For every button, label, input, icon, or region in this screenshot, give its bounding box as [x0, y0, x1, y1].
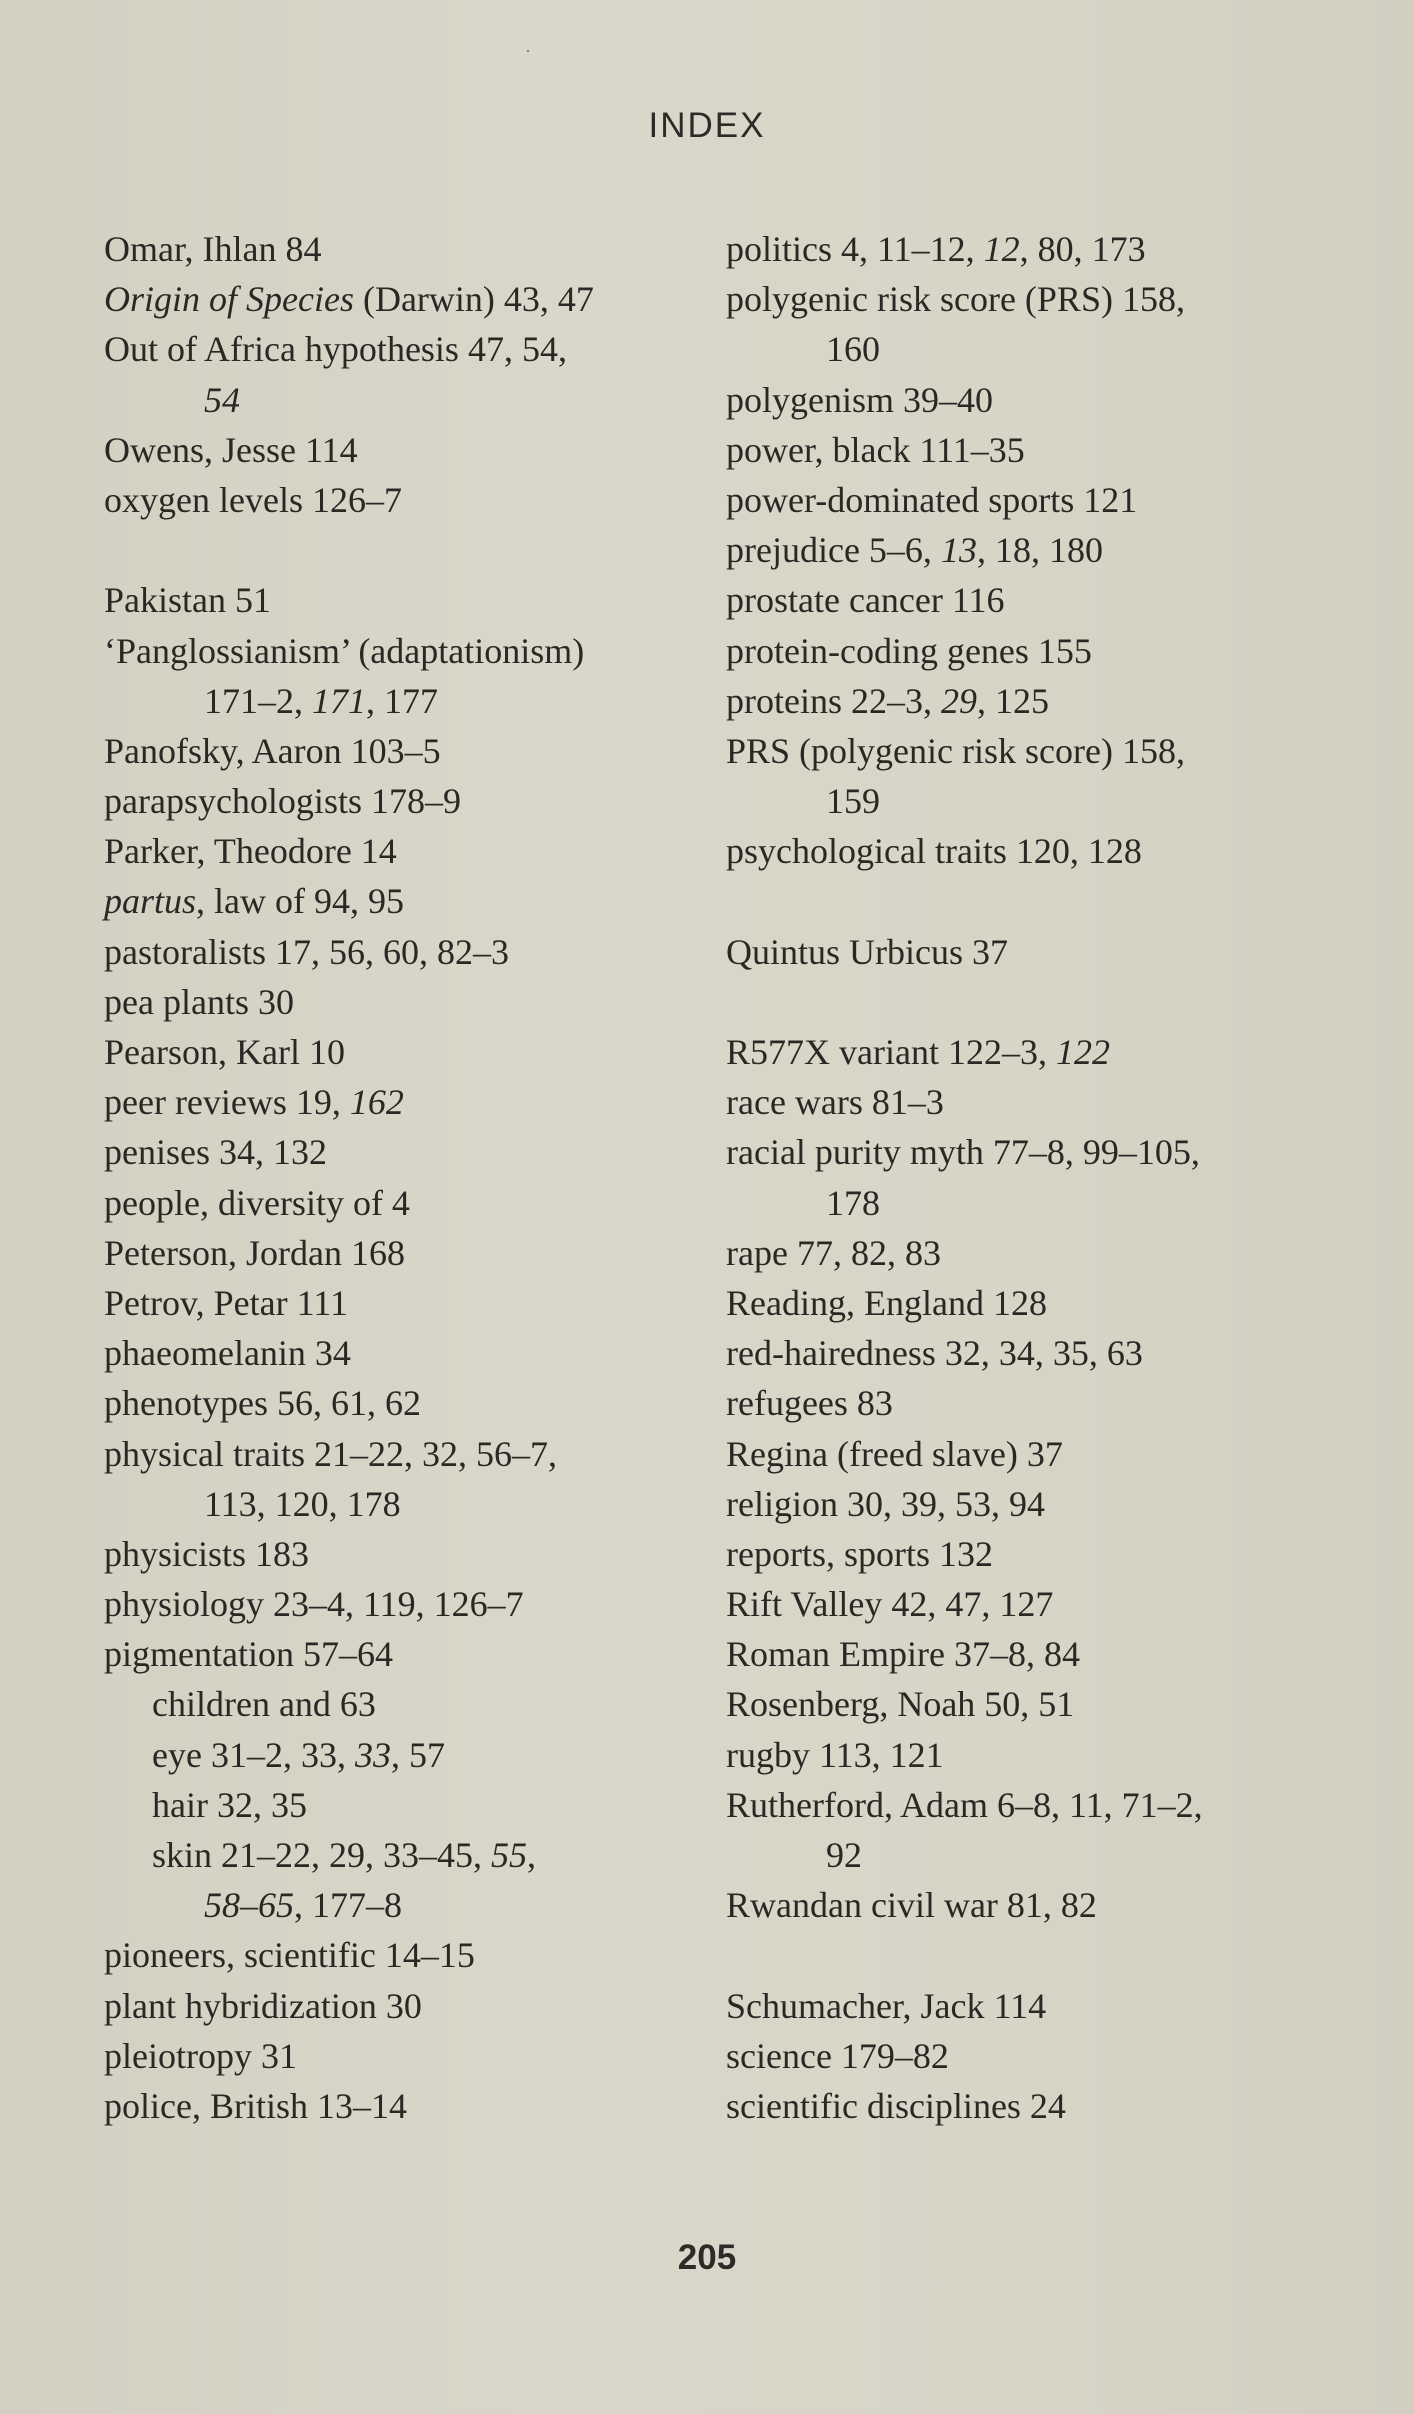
index-entry-text: Out of Africa hypothesis 47, 54, — [104, 329, 567, 370]
index-entry-text: psychological traits 120, 128 — [726, 831, 1142, 872]
index-entry-italic-text: 54 — [204, 379, 240, 420]
index-entry-text: Parker, Theodore 14 — [104, 831, 397, 872]
index-entry — [104, 1629, 704, 1679]
index-entry-text: parapsychologists 178–9 — [104, 781, 461, 822]
index-entry-text: , — [527, 1835, 537, 1875]
paper-speck — [527, 50, 529, 52]
index-entry-text: peer reviews 19, — [104, 1082, 350, 1123]
index-entry — [726, 2031, 1346, 2081]
index-entry — [104, 977, 704, 1027]
index-entry-text: pastoralists 17, 56, 60, 82–3 — [104, 931, 509, 972]
index-entry-italic-text: 162 — [349, 1082, 404, 1123]
index-entry — [104, 324, 704, 374]
index-entry-text: 92 — [826, 1835, 862, 1875]
index-entry-text: people, diversity of 4 — [104, 1182, 410, 1223]
index-entry-text: , 57 — [390, 1734, 445, 1775]
index-subentry — [104, 1679, 704, 1729]
index-entry-text: , 18, 180 — [976, 530, 1103, 571]
index-entry-text: refugees 83 — [726, 1383, 893, 1424]
index-entry — [726, 1077, 1346, 1127]
index-entry — [726, 1328, 1346, 1378]
index-entry-continuation — [726, 1830, 1346, 1880]
index-entry — [104, 1378, 704, 1428]
index-entry — [726, 826, 1346, 876]
index-entry — [104, 1027, 704, 1077]
index-entry-text: pioneers, scientific 14–15 — [104, 1935, 475, 1976]
index-entry-italic-text: 33 — [354, 1734, 391, 1775]
index-entry-text: race wars 81–3 — [726, 1082, 944, 1123]
index-entry — [104, 1178, 704, 1228]
index-entry — [104, 2031, 704, 2081]
index-entry-text: polygenic risk score (PRS) 158, — [726, 279, 1185, 320]
index-entry — [104, 726, 704, 776]
index-entry-text: Reading, England 128 — [726, 1282, 1047, 1323]
index-entry-continuation — [726, 324, 1346, 374]
index-entry — [726, 1880, 1346, 1930]
index-entry-text: 178 — [826, 1182, 880, 1223]
index-entry-text: Schumacher, Jack 114 — [726, 1985, 1047, 2026]
index-entry — [726, 1730, 1346, 1780]
index-entry-text: Rwandan civil war 81, 82 — [726, 1885, 1097, 1926]
index-entry — [726, 1127, 1346, 1177]
index-entry-text: power-dominated sports 121 — [726, 479, 1138, 520]
index-entry-text: prostate cancer 116 — [726, 580, 1005, 621]
index-entry — [726, 1579, 1346, 1629]
index-entry-text: PRS (polygenic risk score) 158, — [726, 730, 1185, 771]
index-entry-text: 159 — [826, 781, 880, 822]
index-entry — [104, 1981, 704, 2031]
index-entry-continuation — [726, 776, 1346, 826]
index-entry-text: , 177–8 — [294, 1885, 402, 1926]
index-entry-text: science 179–82 — [726, 2035, 949, 2076]
index-entry-text: plant hybridization 30 — [104, 1985, 422, 2026]
index-entry — [726, 224, 1346, 274]
index-entry-continuation — [104, 375, 704, 425]
index-entry — [104, 876, 704, 926]
index-entry-text: Omar, Ihlan 84 — [104, 229, 322, 269]
index-entry — [726, 1378, 1346, 1428]
index-entry-text: , law of 94, 95 — [196, 881, 404, 922]
index-entry — [104, 1579, 704, 1629]
index-column-right — [726, 224, 1346, 2131]
index-entry-text: Panofsky, Aaron 103–5 — [104, 730, 441, 771]
index-entry-text: ‘Panglossianism’ (adaptationism) — [104, 630, 585, 671]
index-entry — [104, 1429, 704, 1479]
index-entry-text: physical traits 21–22, 32, 56–7, — [104, 1433, 557, 1474]
index-entry-text: children and 63 — [152, 1684, 376, 1725]
index-entry-text: religion 30, 39, 53, 94 — [726, 1483, 1045, 1524]
index-entry-text: scientific disciplines 24 — [726, 2085, 1066, 2126]
index-subentry — [104, 1780, 704, 1830]
index-entry-text: 171–2, — [204, 680, 312, 721]
index-entry-text: Pearson, Karl 10 — [104, 1032, 345, 1072]
index-entry — [726, 1629, 1346, 1679]
index-entry — [726, 626, 1346, 676]
index-entry — [726, 1278, 1346, 1328]
index-entry-italic-text: 171 — [312, 680, 366, 721]
index-entry — [726, 425, 1346, 475]
index-entry — [104, 1930, 704, 1980]
index-entry-text: skin 21–22, 29, 33–45, — [152, 1835, 492, 1875]
index-entry-text: penises 34, 132 — [104, 1132, 327, 1173]
index-entry-text: , 177 — [366, 680, 438, 721]
index-entry — [104, 475, 704, 525]
index-entry — [104, 776, 704, 826]
index-entry-continuation — [104, 1880, 704, 1930]
index-entry-text: prejudice 5–6, — [726, 530, 941, 571]
index-entry — [726, 1228, 1346, 1278]
index-entry — [104, 1228, 704, 1278]
index-entry-text: Roman Empire 37–8, 84 — [726, 1634, 1080, 1675]
index-entry — [104, 575, 704, 625]
index-entry — [726, 525, 1346, 575]
index-entry — [104, 425, 704, 475]
index-entry — [104, 826, 704, 876]
index-entry-text: Petrov, Petar 111 — [104, 1282, 348, 1323]
index-subentry — [104, 1730, 704, 1780]
index-entry-text: rape 77, 82, 83 — [726, 1232, 941, 1273]
index-entry-text: R577X variant 122–3, — [726, 1032, 1056, 1072]
index-subentry — [104, 1830, 704, 1880]
index-column-left — [104, 224, 704, 2131]
index-entry-text: eye 31–2, 33, — [152, 1734, 355, 1775]
index-entry-text: 160 — [826, 329, 880, 370]
index-entry — [104, 1328, 704, 1378]
index-entry-continuation — [726, 1178, 1346, 1228]
index-entry-text: reports, sports 132 — [726, 1533, 993, 1574]
index-letter-gap — [104, 525, 704, 575]
index-entry-continuation — [104, 676, 704, 726]
index-entry-text: rugby 113, 121 — [726, 1734, 944, 1775]
index-entry — [726, 1981, 1346, 2031]
index-entry-italic-text: 58–65 — [204, 1885, 294, 1926]
index-entry-continuation — [104, 1479, 704, 1529]
index-entry-text: physiology 23–4, 119, 126–7 — [104, 1584, 524, 1625]
index-entry — [104, 626, 704, 676]
index-entry — [726, 676, 1346, 726]
index-entry-text: red-hairedness 32, 34, 35, 63 — [726, 1333, 1143, 1374]
index-entry-text: hair 32, 35 — [152, 1784, 307, 1825]
index-entry-italic-text: 13 — [940, 530, 977, 571]
index-entry — [104, 274, 704, 324]
index-entry-text: Rift Valley 42, 47, 127 — [726, 1584, 1054, 1625]
index-entry-italic-text: 55 — [491, 1835, 528, 1875]
index-entry-text: protein-coding genes 155 — [726, 630, 1092, 671]
index-entry-text: polygenism 39–40 — [726, 379, 993, 420]
index-entry — [104, 927, 704, 977]
index-entry-italic-text: partus — [104, 881, 197, 922]
index-entry-text: pleiotropy 31 — [104, 2035, 297, 2076]
index-entry — [104, 1278, 704, 1328]
index-entry — [726, 1027, 1346, 1077]
index-entry-text: Regina (freed slave) 37 — [726, 1433, 1063, 1474]
index-entry — [104, 1127, 704, 1177]
index-entry — [726, 475, 1346, 525]
index-entry-text: Quintus Urbicus 37 — [726, 931, 1008, 972]
index-entry-text: police, British 13–14 — [104, 2085, 407, 2126]
index-entry — [726, 2081, 1346, 2131]
index-entry-text: , 80, 173 — [1019, 229, 1146, 269]
index-entry-text: pigmentation 57–64 — [104, 1634, 393, 1675]
index-letter-gap — [726, 876, 1346, 926]
index-entry-text: Pakistan 51 — [104, 580, 271, 621]
index-entry-text: Rutherford, Adam 6–8, 11, 71–2, — [726, 1784, 1203, 1825]
index-entry-italic-text: 122 — [1055, 1032, 1110, 1072]
index-entry-text: phenotypes 56, 61, 62 — [104, 1383, 421, 1424]
index-entry-text: Rosenberg, Noah 50, 51 — [726, 1684, 1075, 1725]
index-entry-italic-text: 29 — [940, 680, 977, 721]
index-entry — [726, 375, 1346, 425]
index-entry-text: politics 4, 11–12, — [726, 229, 984, 269]
index-entry-text: power, black 111–35 — [726, 429, 1025, 470]
index-entry — [726, 1679, 1346, 1729]
index-entry-text: , 125 — [976, 680, 1049, 721]
index-entry — [726, 1429, 1346, 1479]
page-number: 205 — [677, 2238, 737, 2277]
index-entry — [104, 1529, 704, 1579]
index-entry-text: oxygen levels 126–7 — [104, 479, 402, 520]
index-entry — [726, 1780, 1346, 1830]
index-entry — [104, 224, 704, 274]
index-entry-italic-text: 12 — [983, 229, 1020, 269]
index-entry — [726, 726, 1346, 776]
index-letter-gap — [726, 977, 1346, 1027]
index-entry-text: (Darwin) 43, 47 — [353, 279, 594, 320]
index-entry-text: pea plants 30 — [104, 981, 294, 1022]
index-entry — [726, 575, 1346, 625]
index-entry-text: 113, 120, 178 — [204, 1483, 401, 1524]
index-entry — [726, 1529, 1346, 1579]
index-entry-text: proteins 22–3, — [726, 680, 941, 721]
index-entry-text: Peterson, Jordan 168 — [104, 1232, 405, 1273]
index-entry — [104, 1077, 704, 1127]
running-head: INDEX — [648, 106, 766, 145]
index-entry — [726, 274, 1346, 324]
index-entry-text: Owens, Jesse 114 — [104, 429, 358, 470]
index-entry-text: physicists 183 — [104, 1533, 310, 1574]
index-entry-text: phaeomelanin 34 — [104, 1333, 351, 1374]
index-letter-gap — [726, 1930, 1346, 1980]
index-entry — [726, 1479, 1346, 1529]
index-entry — [726, 927, 1346, 977]
index-entry — [104, 2081, 704, 2131]
index-entry-italic-text: Origin of Species — [104, 279, 354, 320]
index-entry-text: racial purity myth 77–8, 99–105, — [726, 1132, 1200, 1173]
